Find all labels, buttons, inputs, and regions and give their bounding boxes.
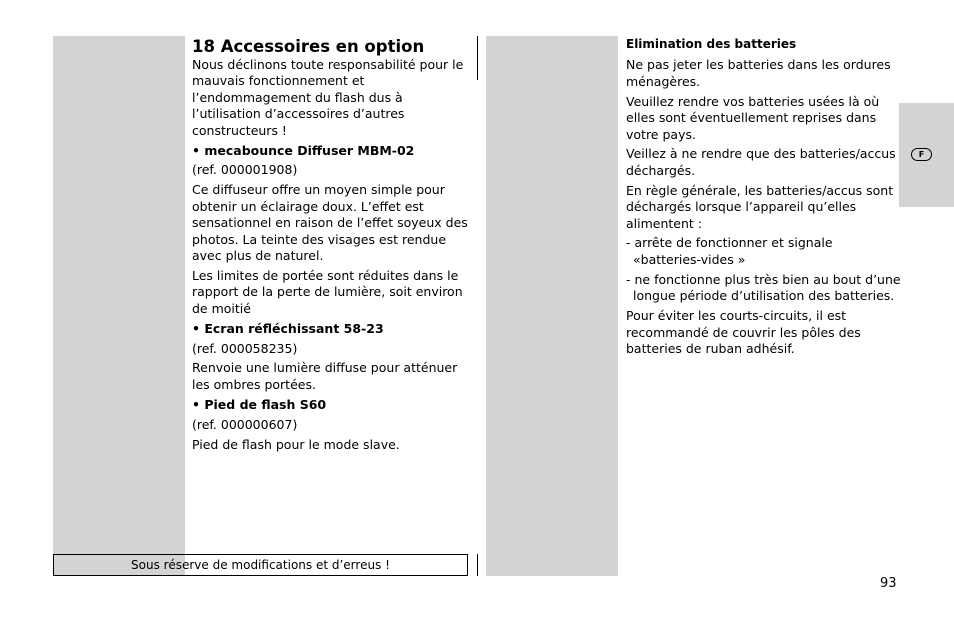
item-paragraph: Pied de flash pour le mode slave. (192, 436, 400, 452)
item-paragraph: Ce diffuseur offre un moyen simple pour obtenir un éclairage doux. L’effet est sensationnel en raison de l’effet soyeux des photos. La teinte des visages est rendue avec plus de naturel. (192, 182, 468, 263)
item-ref: (ref. 000000607) (192, 416, 298, 432)
left-margin-bar (53, 36, 185, 576)
closing-paragraph: Pour éviter les courts-circuits, il est recommandé de couvrir les pôles des batteries de ruban adhésif. (626, 308, 861, 356)
paragraph: Veillez à ne rendre que des batteries/accus déchargés. (626, 146, 896, 178)
page-number: 93 (880, 576, 897, 591)
left-column (192, 36, 472, 456)
right-column (626, 36, 902, 361)
paragraph: En règle générale, les batteries/accus sont déchargés lorsque l’appareil qu’elles alimentent : (626, 182, 894, 231)
item-paragraph: Les limites de portée sont réduites dans le rapport de la perte de lumière, soit environ de moitié (192, 267, 463, 316)
column-divider-top (477, 36, 478, 80)
language-tab (899, 103, 954, 207)
language-tab-label: F (911, 148, 932, 161)
item-paragraph: Renvoie une lumière diffuse pour atténuer les ombres portées. (192, 360, 458, 392)
item-name: • Pied de flash S60 (192, 396, 327, 412)
section-title: 18 Accessoires en option (192, 37, 425, 56)
item-name: • Ecran réfléchissant 58-23 (192, 320, 384, 336)
disclaimer-box: Sous réserve de modifications et d’erreus ! (53, 554, 468, 576)
right-margin-bar (486, 36, 618, 576)
subsection-title: Elimination des batteries (626, 37, 797, 51)
dash-item: - arrête de fonctionner et signale «batteries-vides » (626, 235, 833, 267)
item-name: • mecabounce Diffuser MBM-02 (192, 142, 415, 158)
dash-item: - ne fonctionne plus très bien au bout d’une longue période d’utilisation des batteries. (626, 271, 901, 304)
paragraph: Ne pas jeter les batteries dans les ordures ménagères. (626, 57, 891, 89)
intro-paragraph: Nous déclinons toute responsabilité pour le mauvais fonctionnement et l’endommagement du flash dus à l’utilisation d’accessoires d’autres constructeurs ! (192, 57, 464, 138)
column-divider-bottom (477, 554, 478, 576)
item-ref: (ref. 000058235) (192, 340, 298, 356)
item-ref: (ref. 000001908) (192, 162, 298, 178)
paragraph: Veuillez rendre vos batteries usées là où elles sont éventuellement reprises dans votre pays. (626, 93, 880, 142)
